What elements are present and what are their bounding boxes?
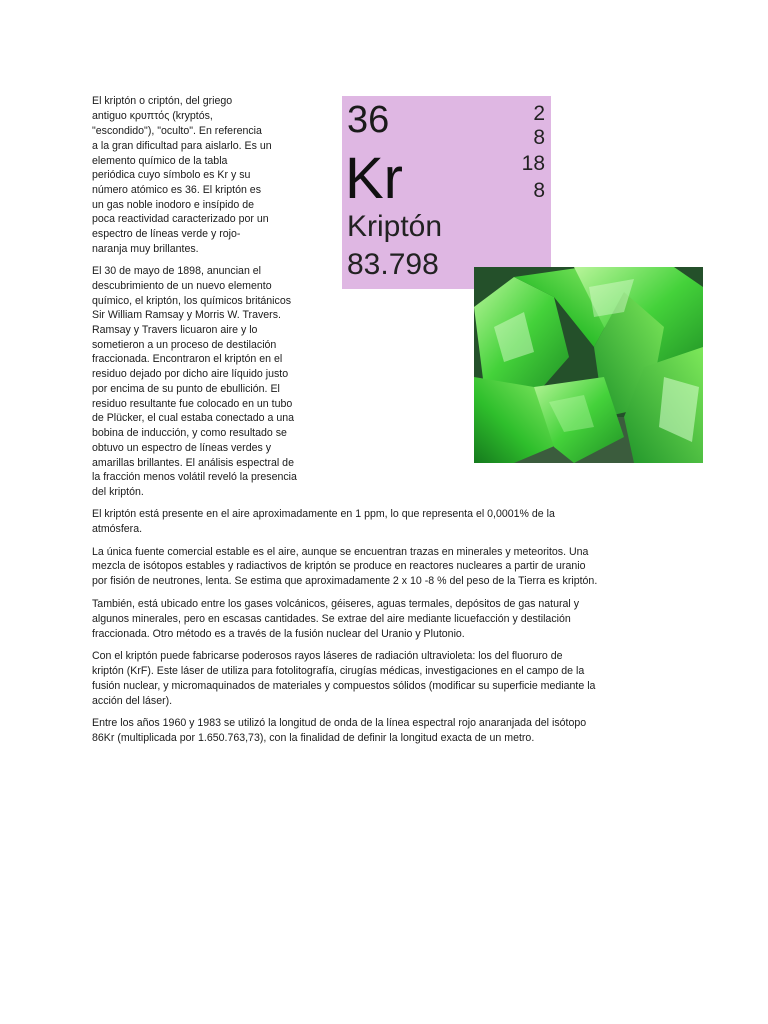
text-line: acción del láser). bbox=[92, 695, 173, 707]
text-line: Ramsay y Travers licuaron aire y lo bbox=[92, 324, 258, 336]
text-line: residuo dejado por dicho aire líquido justo bbox=[92, 368, 289, 380]
text-line: mezcla de isótopos estables y radiactivos de kriptón se produce en reactores nucleares a partir de uranio bbox=[92, 560, 586, 572]
text-line: elemento químico de la tabla bbox=[92, 155, 228, 167]
text-line: fraccionada. Encontraron el kriptón en el bbox=[92, 353, 283, 365]
electron-shell-2: 8 bbox=[533, 126, 545, 149]
text-line: También, está ubicado entre los gases volcánicos, géiseres, aguas termales, depósitos de gas natural y bbox=[92, 598, 580, 610]
text-line: "escondido"), "oculto". En referencia bbox=[92, 125, 262, 137]
element-name: Kriptón bbox=[347, 210, 443, 243]
electron-shell-4: 8 bbox=[533, 179, 545, 202]
text-line: por fisión de neutrones, lenta. Se estima que aproximadamente 2 x 10 -8 % del peso de la Tierra es kriptón. bbox=[92, 575, 598, 587]
text-line: El kriptón está presente en el aire aproximadamente en 1 ppm, lo que representa el 0,0001% de la bbox=[92, 508, 555, 520]
text-line: químico, el kriptón, los químicos británicos bbox=[92, 295, 292, 307]
text-line: a la gran dificultad para aislarlo. Es un bbox=[92, 140, 272, 152]
text-line: 86Kr (multiplicada por 1.650.763,73), con la finalidad de definir la longitud exacta de un metro. bbox=[92, 732, 535, 744]
text-line: fusión nuclear, y micromaquinados de materiales y compuestos sólidos (modificar su superficie mediante la bbox=[92, 680, 596, 692]
text-line: de Plücker, el cual estaba conectado a una bbox=[92, 412, 295, 424]
text-line: periódica cuyo símbolo es Kr y su bbox=[92, 169, 251, 181]
text-line: La única fuente comercial estable es el aire, aunque se encuentran trazas en minerales y meteoritos. Una bbox=[92, 546, 589, 558]
electron-shell-1: 2 bbox=[533, 102, 545, 125]
text-line: atmósfera. bbox=[92, 523, 143, 535]
text-line: espectro de líneas verde y rojo- bbox=[92, 228, 241, 240]
text-line: naranja muy brillantes. bbox=[92, 243, 199, 255]
text-line: del kriptón. bbox=[92, 486, 144, 498]
text-line: algunos minerales, pero en escasas cantidades. Se extrae del aire mediante licuefacción y destilación bbox=[92, 613, 571, 625]
periodic-table-tile bbox=[342, 96, 551, 289]
text-line: sometieron a un proceso de destilación bbox=[92, 339, 277, 351]
text-line: número atómico es 36. El kriptón es bbox=[92, 184, 261, 196]
element-symbol: Kr bbox=[345, 146, 403, 211]
text-line: amarillas brillantes. El análisis espectral de bbox=[92, 457, 294, 469]
atomic-number: 36 bbox=[347, 99, 390, 141]
text-line: la fracción menos volátil reveló la presencia bbox=[92, 471, 297, 483]
text-line: kriptón (KrF). Este láser de utiliza para fotolitografía, cirugías médicas, investigaciones en el campo de la bbox=[92, 665, 585, 677]
text-line: Con el kriptón puede fabricarse poderosos rayos láseres de radiación ultravioleta: los del fluoruro de bbox=[92, 650, 563, 662]
atomic-mass: 83.798 bbox=[347, 248, 439, 281]
text-line: fraccionada. Otro método es a través de la fusión nuclear del Uranio y Plutonio. bbox=[92, 628, 465, 640]
text-line: poca reactividad caracterizado por un bbox=[92, 213, 269, 225]
electron-shell-3: 18 bbox=[521, 152, 545, 175]
crystal-image bbox=[474, 267, 703, 463]
text-line: descubrimiento de un nuevo elemento bbox=[92, 280, 272, 292]
text-line: antiguo κρυπτός (kryptós, bbox=[92, 110, 213, 122]
text-line: El kriptón o criptón, del griego bbox=[92, 95, 233, 107]
krypton-crystal-photo bbox=[474, 267, 703, 463]
text-line: bobina de inducción, y como resultado se bbox=[92, 427, 287, 439]
text-line: por encima de su punto de ebullición. El bbox=[92, 383, 280, 395]
text-line: un gas noble inodoro e insípido de bbox=[92, 199, 254, 211]
text-line: El 30 de mayo de 1898, anuncian el bbox=[92, 265, 262, 277]
text-line: obtuvo un espectro de líneas verdes y bbox=[92, 442, 272, 454]
text-line: Entre los años 1960 y 1983 se utilizó la longitud de onda de la línea espectral rojo anaranjada del isótopo bbox=[92, 717, 587, 729]
text-line: residuo resultante fue colocado en un tubo bbox=[92, 398, 293, 410]
text-line: Sir William Ramsay y Morris W. Travers. bbox=[92, 309, 281, 321]
